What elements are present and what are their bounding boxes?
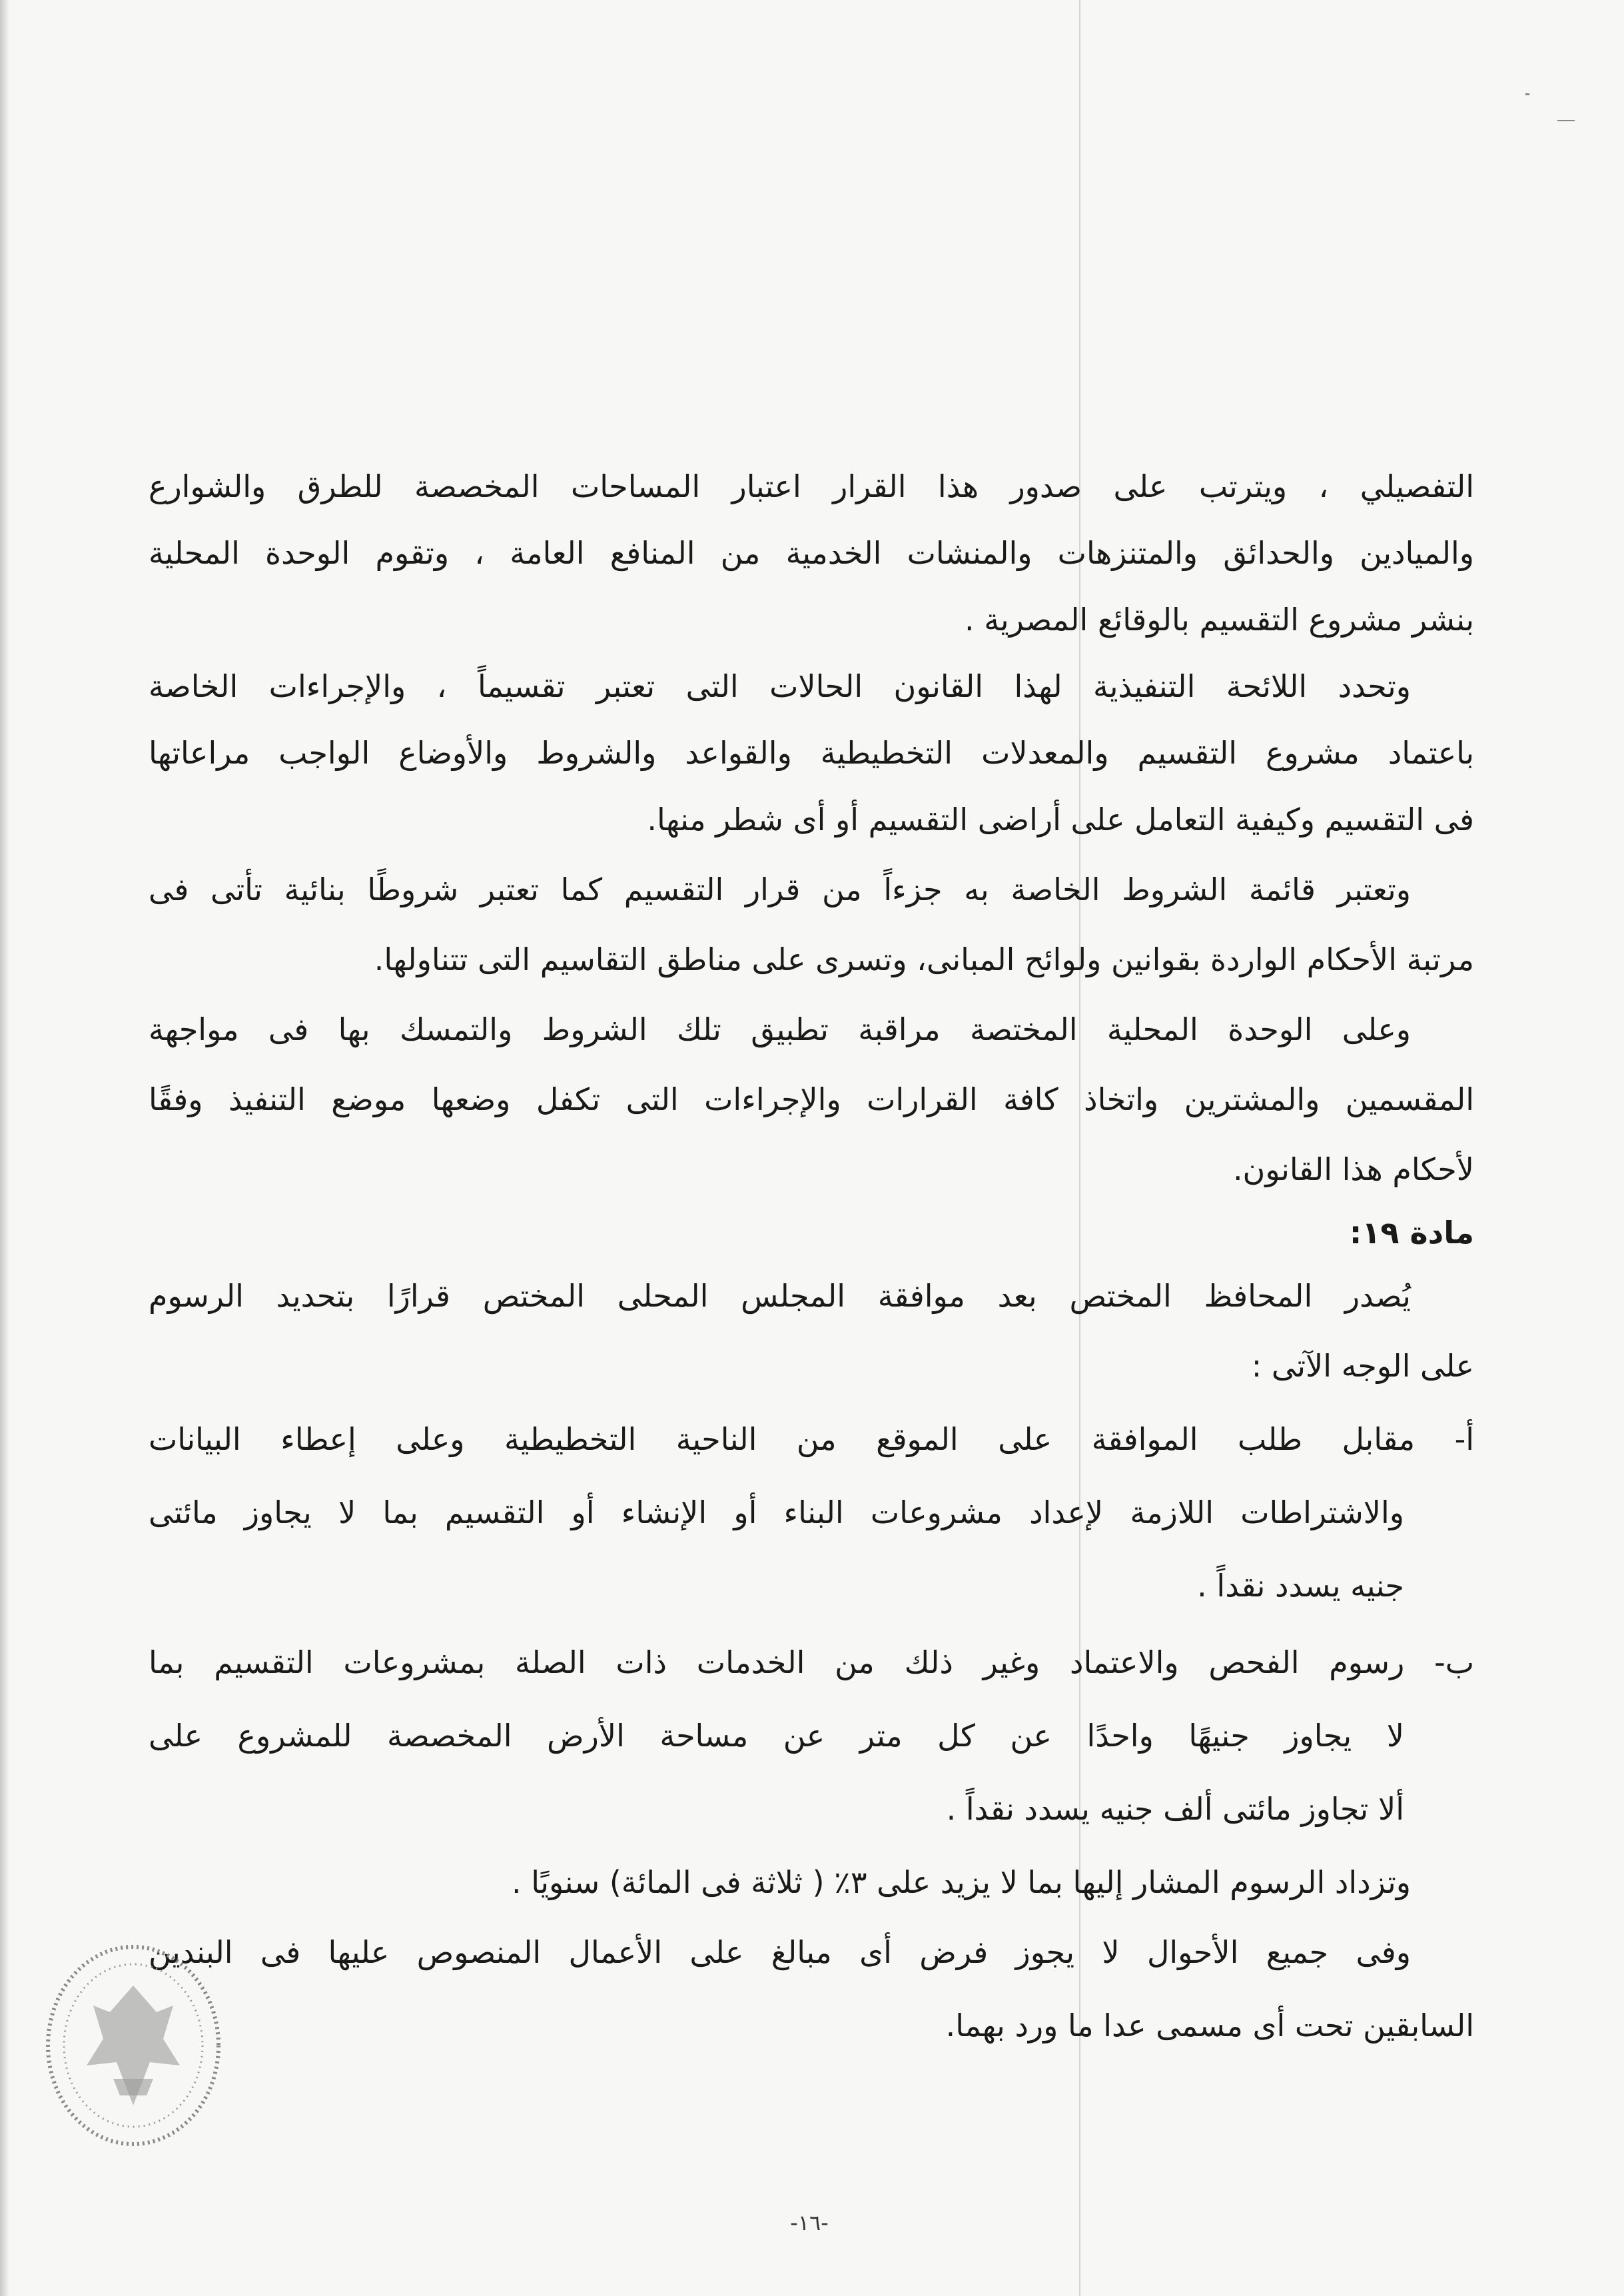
list-item: أ- مقابل طلب الموافقة على الموقع من الناحية التخطيطية وعلى إعطاء البيانات (149, 1421, 1474, 1457)
scan-mark (1525, 93, 1529, 95)
text-line: وعلى الوحدة المحلية المختصة مراقبة تطبيق تلك الشروط والتمسك بها فى مواجهة (149, 1011, 1411, 1047)
text-line: بنشر مشروع التقسيم بالوقائع المصرية . (964, 602, 1474, 638)
text-line: وفى جميع الأحوال لا يجوز فرض أى مبالغ على الأعمال المنصوص عليها فى البندين (149, 1934, 1411, 1970)
scan-mark (1557, 120, 1575, 121)
list-item: ب- رسوم الفحص والاعتماد وغير ذلك من الخدمات ذات الصلة بمشروعات التقسيم بما (149, 1644, 1474, 1680)
text-line: يُصدر المحافظ المختص بعد موافقة المجلس المحلى المختص قرارًا بتحديد الرسوم (149, 1278, 1411, 1314)
text-line: باعتماد مشروع التقسيم والمعدلات التخطيطية والقواعد والشروط والأوضاع الواجب مراعاتها (149, 735, 1474, 771)
text-line: وتزداد الرسوم المشار إليها بما لا يزيد على ٣٪ ( ثلاثة فى المائة) سنويًا . (511, 1864, 1411, 1900)
list-item-continued: والاشتراطات اللازمة لإعداد مشروعات البناء أو الإنشاء أو التقسيم بما لا يجاوز مائتى (149, 1494, 1404, 1530)
text-line: المقسمين والمشترين واتخاذ كافة القرارات والإجراءات التى تكفل وضعها موضع التنفيذ وفقًا (149, 1081, 1474, 1117)
text-line: السابقين تحت أى مسمى عدا ما ورد بهما. (945, 2008, 1474, 2043)
text-line: وتحدد اللائحة التنفيذية لهذا القانون الحالات التى تعتبر تقسيماً ، والإجراءات الخاصة (149, 668, 1411, 704)
text-line: فى التقسيم وكيفية التعامل على أراضى التقسيم أو أى شطر منها. (647, 802, 1474, 838)
text-line: على الوجه الآتى : (1251, 1348, 1474, 1384)
list-item-continued: جنيه يسدد نقداً . (1197, 1568, 1404, 1604)
list-item-continued: لا يجاوز جنيهًا واحدًا عن كل متر عن مساحة الأرض المخصصة للمشروع على (149, 1718, 1404, 1754)
text-line: وتعتبر قائمة الشروط الخاصة به جزءاً من قرار التقسيم كما تعتبر شروطًا بنائية تأتى فى (149, 871, 1411, 907)
scan-edge (0, 0, 9, 2296)
list-item-continued: ألا تجاوز مائتى ألف جنيه يسدد نقداً . (946, 1791, 1404, 1827)
text-line: مرتبة الأحكام الواردة بقوانين ولوائح المبانى، وتسرى على مناطق التقاسيم التى تتناولها. (374, 941, 1474, 977)
official-seal-stamp (40, 1939, 226, 2152)
text-line: والميادين والحدائق والمتنزهات والمنشات الخدمية من المنافع العامة ، وتقوم الوحدة المحلية (149, 535, 1474, 571)
article-heading: مادة ١٩: (1349, 1215, 1474, 1251)
text-line: لأحكام هذا القانون. (1232, 1151, 1474, 1187)
page-number: -١٦- (790, 2210, 829, 2235)
text-line: التفصيلي ، ويترتب على صدور هذا القرار اعتبار المساحات المخصصة للطرق والشوارع (149, 468, 1474, 504)
